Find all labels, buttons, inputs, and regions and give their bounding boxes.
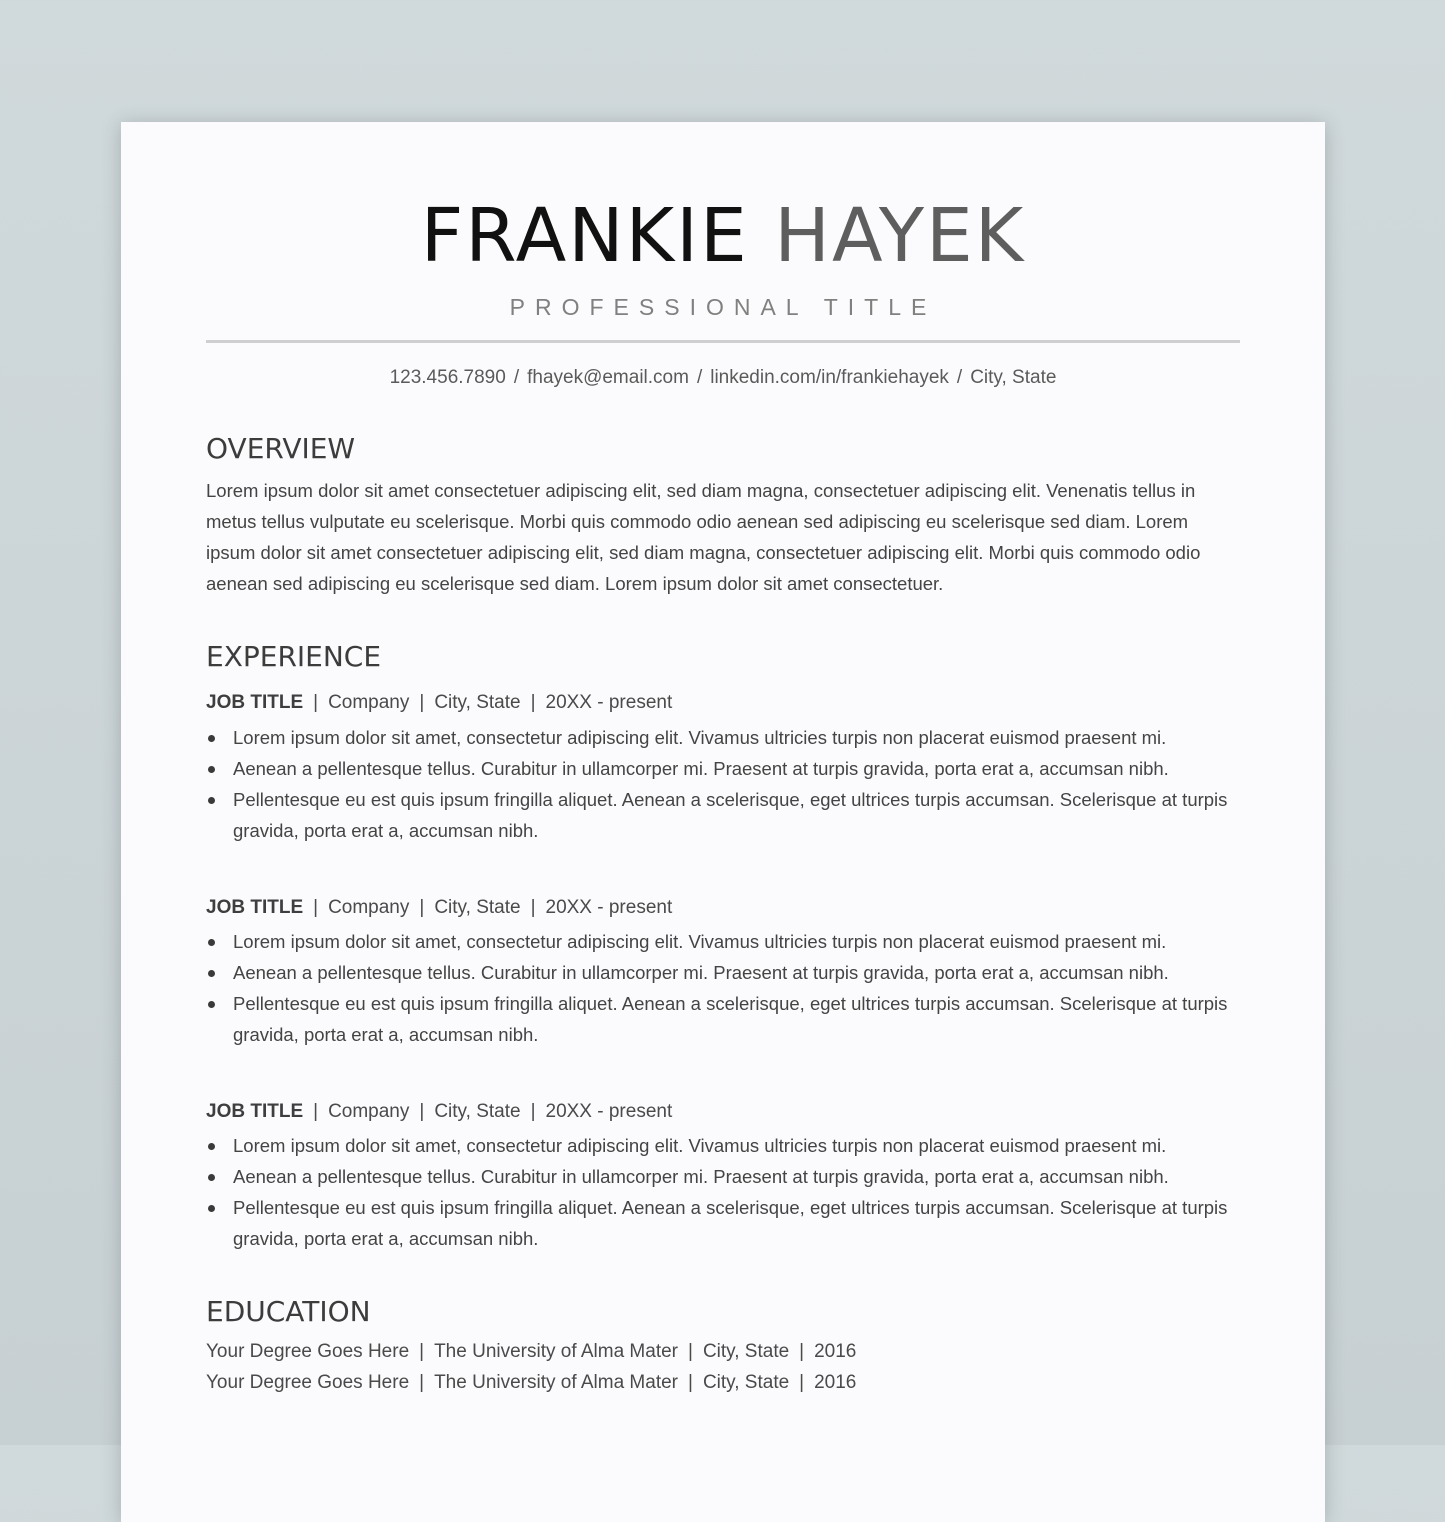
edu-year: 2016 (814, 1341, 857, 1362)
professional-title: PROFESSIONAL TITLE (509, 294, 937, 320)
list-item: Aenean a pellentesque tellus. Curabitur in ullamcorper mi. Praesent at turpis gravida, porta erat a, accumsan nibh. (206, 753, 1240, 784)
pipe-separator: | (313, 692, 319, 713)
list-item: Pellentesque eu est quis ipsum fringilla aliquet. Aenean a scelerisque, eget ultrices turpis accumsan. Scelerisque at turpis gravida, porta erat a, accumsan nibh. (206, 988, 1240, 1050)
job-header (206, 1099, 672, 1125)
last-name: HAYEK (774, 193, 1026, 279)
overview-text: Lorem ipsum dolor sit amet consectetuer adipiscing elit, sed diam magna, consectetuer adipiscing elit. Venenatis tellus in metus tellus vulputate eu scelerisque. Morbi quis commodo odio aenean sed adipiscing eu scelerisque sed diam. Lorem ipsum dolor sit amet consectetuer adipiscing elit, sed diam magna, consectetuer adipiscing elit. Morbi quis commodo odio aenean sed adipiscing eu scelerisque sed diam. Lorem ipsum dolor sit amet consectetuer. (206, 480, 1201, 594)
job-header (206, 690, 672, 716)
pipe-separator: | (419, 1372, 425, 1393)
job-bullets (206, 926, 1240, 1050)
header-divider (206, 340, 1240, 343)
edu-school: The University of Alma Mater (434, 1341, 678, 1362)
experience-heading: EXPERIENCE (206, 640, 382, 673)
job-company: Company (328, 692, 410, 713)
job-dates: 20XX - present (545, 897, 673, 918)
education-entry (206, 1339, 856, 1365)
job-dates: 20XX - present (545, 692, 673, 713)
contact-location: City, State (970, 367, 1057, 388)
list-item: Pellentesque eu est quis ipsum fringilla aliquet. Aenean a scelerisque, eget ultrices turpis accumsan. Scelerisque at turpis gravida, porta erat a, accumsan nibh. (206, 784, 1240, 846)
resume-page (121, 122, 1325, 1522)
list-item: Aenean a pellentesque tellus. Curabitur in ullamcorper mi. Praesent at turpis gravida, porta erat a, accumsan nibh. (206, 1161, 1240, 1192)
pipe-separator: | (419, 692, 425, 713)
education-entry (206, 1370, 856, 1396)
contact-separator: / (956, 367, 963, 388)
edu-degree: Your Degree Goes Here (206, 1341, 410, 1362)
pipe-separator: | (688, 1341, 693, 1362)
job-bullets (206, 1130, 1240, 1254)
job-company: Company (328, 1101, 410, 1122)
job-title: JOB TITLE (206, 1101, 304, 1122)
candidate-name (206, 194, 1240, 278)
pipe-separator: | (419, 1341, 425, 1362)
edu-school: The University of Alma Mater (434, 1372, 678, 1393)
pipe-separator: | (530, 897, 536, 918)
first-name: FRANKIE (420, 193, 749, 279)
contact-email: fhayek@email.com (527, 367, 689, 388)
job-company: Company (328, 897, 410, 918)
job-location: City, State (434, 897, 521, 918)
job-title: JOB TITLE (206, 897, 304, 918)
edu-degree: Your Degree Goes Here (206, 1372, 410, 1393)
list-item: Aenean a pellentesque tellus. Curabitur in ullamcorper mi. Praesent at turpis gravida, porta erat a, accumsan nibh. (206, 957, 1240, 988)
contact-line (206, 365, 1240, 391)
contact-separator: / (513, 367, 520, 388)
job-title: JOB TITLE (206, 692, 304, 713)
pipe-separator: | (688, 1372, 693, 1393)
pipe-separator: | (419, 897, 425, 918)
pipe-separator: | (799, 1341, 805, 1362)
contact-linkedin: linkedin.com/in/frankiehayek (710, 367, 949, 388)
job-location: City, State (434, 692, 521, 713)
pipe-separator: | (799, 1372, 805, 1393)
overview-heading: OVERVIEW (206, 432, 356, 465)
list-item: Lorem ipsum dolor sit amet, consectetur adipiscing elit. Vivamus ultricies turpis non placerat euismod praesent mi. (206, 722, 1240, 753)
edu-year: 2016 (814, 1372, 857, 1393)
list-item: Pellentesque eu est quis ipsum fringilla aliquet. Aenean a scelerisque, eget ultrices turpis accumsan. Scelerisque at turpis gravida, porta erat a, accumsan nibh. (206, 1192, 1240, 1254)
edu-location: City, State (702, 1372, 790, 1393)
list-item: Lorem ipsum dolor sit amet, consectetur adipiscing elit. Vivamus ultricies turpis non placerat euismod praesent mi. (206, 926, 1240, 957)
job-location: City, State (434, 1101, 521, 1122)
pipe-separator: | (313, 897, 319, 918)
job-dates: 20XX - present (545, 1101, 673, 1122)
list-item: Lorem ipsum dolor sit amet, consectetur adipiscing elit. Vivamus ultricies turpis non placerat euismod praesent mi. (206, 1130, 1240, 1161)
pipe-separator: | (419, 1101, 425, 1122)
contact-phone: 123.456.7890 (389, 367, 506, 388)
job-bullets (206, 722, 1240, 846)
contact-separator: / (696, 367, 703, 388)
education-heading: EDUCATION (206, 1295, 371, 1328)
pipe-separator: | (313, 1101, 319, 1122)
pipe-separator: | (530, 1101, 536, 1122)
pipe-separator: | (530, 692, 536, 713)
edu-location: City, State (702, 1341, 790, 1362)
job-header (206, 895, 672, 921)
